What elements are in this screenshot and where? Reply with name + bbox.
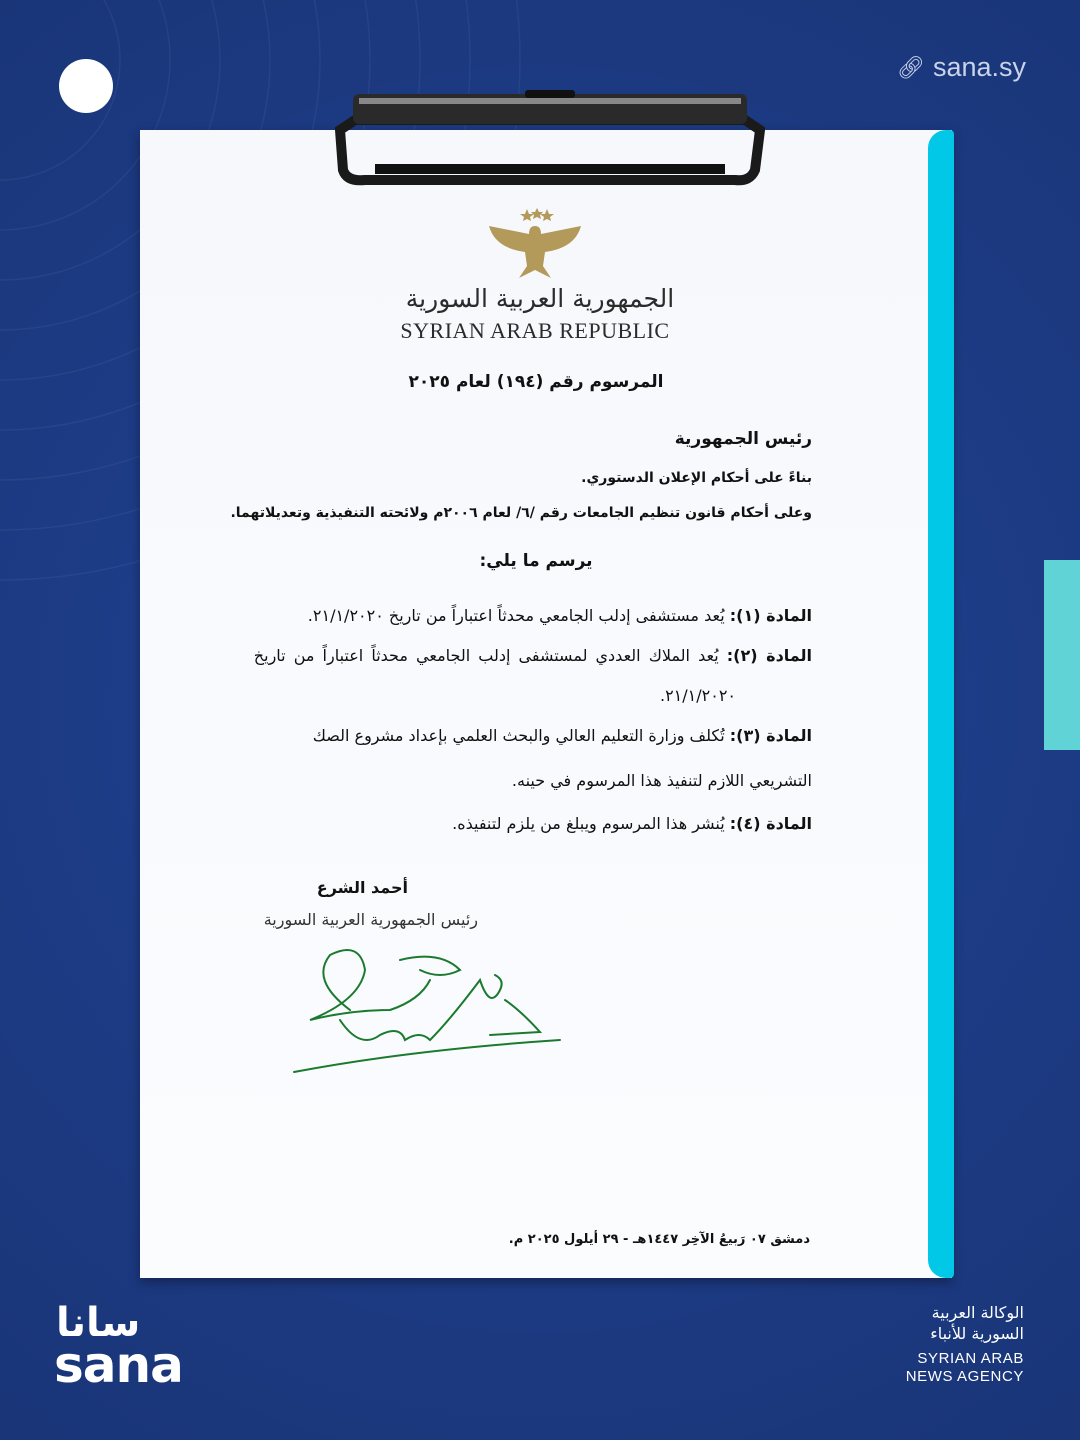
agency-en-line: SYRIAN ARAB: [917, 1350, 1024, 1367]
preamble-line: بناءً على أحكام الإعلان الدستوري.: [581, 470, 812, 486]
site-link[interactable]: 🔗︎ sana.sy: [897, 52, 1026, 82]
article-text: يُنشر هذا المرسوم ويبلغ من يلزم لتنفيذه.: [452, 814, 730, 833]
sana-logo: sana: [54, 1336, 183, 1394]
signatory-name: أحمد الشرع: [316, 878, 408, 897]
agency-en-line: NEWS AGENCY: [905, 1368, 1024, 1385]
white-circle-decoration: [59, 59, 113, 113]
sticky-note-decoration: [1044, 560, 1080, 750]
article-3-continued: التشريعي اللازم لتنفيذ هذا المرسوم في حينه.: [511, 771, 812, 790]
article-label: المادة (٢):: [726, 646, 812, 665]
clipboard-clip: [335, 90, 765, 186]
article-3: [313, 726, 812, 745]
letterhead-arabic: الجمهورية العربية السورية: [405, 284, 675, 313]
article-text: تُكلف وزارة التعليم العالي والبحث العلمي بإعداد مشروع الصك: [312, 726, 730, 745]
decree-date: دمشق ٠٧ رَبيعُ الآخِر ١٤٤٧هـ - ٢٩ أيلول ٢٠٢٥ م.: [508, 1232, 810, 1247]
article-4: [452, 814, 812, 833]
article-text: يُعد الملاك العددي لمستشفى إدلب الجامعي محدثاً اعتباراً من تاريخ: [253, 646, 727, 665]
decree-issuer: رئيس الجمهورية: [674, 429, 812, 449]
link-icon: 🔗︎: [897, 54, 925, 80]
preamble-line: وعلى أحكام قانون تنظيم الجامعات رقم /٦/ لعام ٢٠٠٦م ولائحته التنفيذية وتعديلاتهما.: [230, 505, 812, 521]
sana-logo-arabic: سانا: [56, 1300, 141, 1346]
signature: [290, 940, 570, 1080]
article-2-continued: ٢١/١/٢٠٢٠.: [659, 686, 736, 705]
decrees-heading: يرسم ما يلي:: [479, 551, 593, 571]
article-text: يُعد مستشفى إدلب الجامعي محدثاً اعتباراً من تاريخ ٢١/١/٢٠٢٠.: [307, 606, 730, 625]
agency-name-english: [906, 1350, 1024, 1386]
eagle-emblem: [485, 208, 585, 282]
agency-name-arabic: [930, 1302, 1024, 1344]
article-1: [308, 606, 812, 625]
agency-ar-line: السورية للأنباء: [930, 1324, 1024, 1343]
article-label: المادة (١):: [729, 606, 812, 625]
letterhead-english: SYRIAN ARAB REPUBLIC: [400, 318, 670, 343]
agency-ar-line: الوكالة العربية: [931, 1303, 1024, 1322]
decree-title: المرسوم رقم (١٩٤) لعام ٢٠٢٥: [408, 372, 664, 392]
article-label: المادة (٤):: [729, 814, 812, 833]
signatory-title: رئيس الجمهورية العربية السورية: [263, 910, 478, 929]
article-label: المادة (٣):: [729, 726, 812, 745]
article-2: [254, 646, 812, 665]
